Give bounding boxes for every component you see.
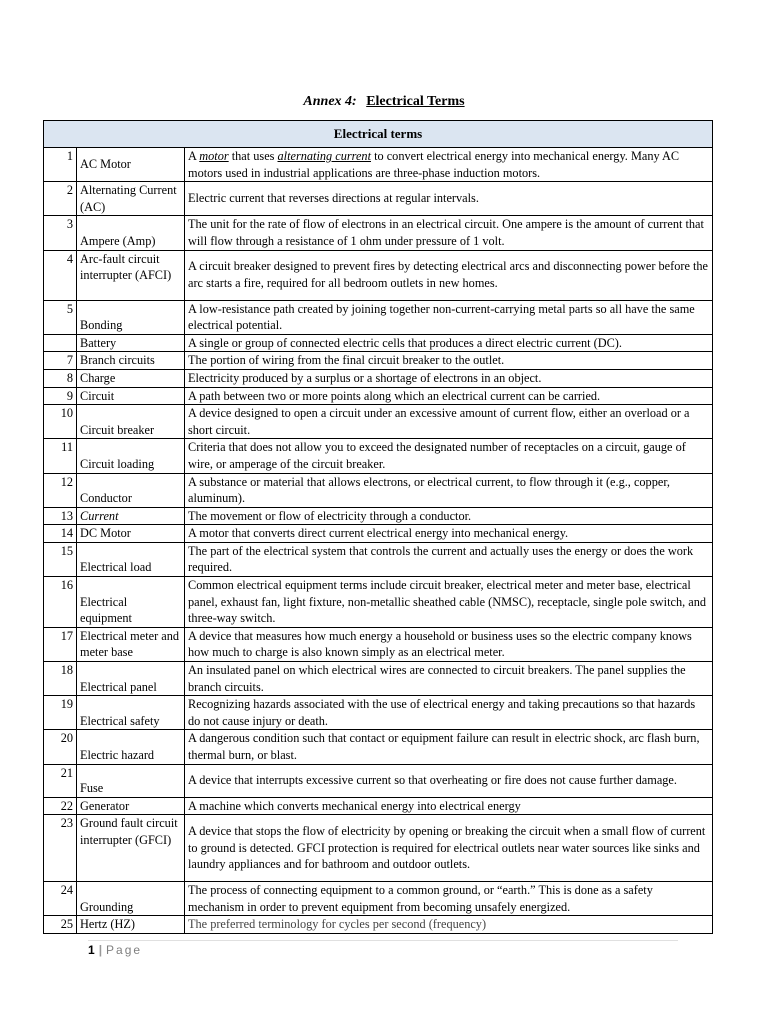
page-title bbox=[0, 94, 768, 110]
definition-cell: A machine which converts mechanical energy into electrical energy bbox=[185, 797, 713, 815]
definition-cell: A device that interrupts excessive current so that overheating or fire does not cause further damage. bbox=[185, 764, 713, 797]
table-row bbox=[44, 627, 713, 661]
term-cell: Circuit loading bbox=[77, 439, 185, 473]
definition-text: that uses bbox=[228, 149, 278, 163]
table-row bbox=[44, 250, 713, 300]
table-header: Electrical terms bbox=[44, 121, 713, 148]
row-number: 13 bbox=[44, 507, 77, 525]
row-number: 22 bbox=[44, 797, 77, 815]
row-number: 24 bbox=[44, 882, 77, 916]
row-number: 14 bbox=[44, 525, 77, 543]
table-row bbox=[44, 730, 713, 764]
table-row bbox=[44, 405, 713, 439]
definition-cell: The part of the electrical system that controls the current and actually uses the energy or does the work required. bbox=[185, 542, 713, 576]
table-row bbox=[44, 473, 713, 507]
definition-cell: Electric current that reverses directions at regular intervals. bbox=[185, 182, 713, 216]
definition-cell: A substance or material that allows electrons, or electrical current, to flow through it (e.g., copper, aluminum). bbox=[185, 473, 713, 507]
term-cell: DC Motor bbox=[77, 525, 185, 543]
table-row bbox=[44, 542, 713, 576]
table-row bbox=[44, 182, 713, 216]
page-footer bbox=[88, 943, 142, 957]
definition-cell: The process of connecting equipment to a common ground, or “earth.” This is done as a safety mechanism in order to prevent equipment from becoming unsafely energized. bbox=[185, 882, 713, 916]
row-number: 3 bbox=[44, 216, 77, 250]
table-row bbox=[44, 797, 713, 815]
definition-cell: An insulated panel on which electrical wires are connected to circuit breakers. The panel supplies the branch circuits. bbox=[185, 662, 713, 696]
table-row bbox=[44, 439, 713, 473]
row-number: 12 bbox=[44, 473, 77, 507]
term-cell: Electrical panel bbox=[77, 662, 185, 696]
row-number: 19 bbox=[44, 696, 77, 730]
row-number: 20 bbox=[44, 730, 77, 764]
definition-cell: A motor that converts direct current electrical energy into mechanical energy. bbox=[185, 525, 713, 543]
table-header-row bbox=[44, 121, 713, 148]
row-number: 23 bbox=[44, 815, 77, 882]
row-number: 9 bbox=[44, 387, 77, 405]
table-row bbox=[44, 815, 713, 882]
definition-cell: A circuit breaker designed to prevent fires by detecting electrical arcs and disconnecting power before the arc starts a fire, required for all bedroom outlets in new homes. bbox=[185, 250, 713, 300]
term-cell: Electrical meter and meter base bbox=[77, 627, 185, 661]
row-number: 15 bbox=[44, 542, 77, 576]
definition-cell: The unit for the rate of flow of electrons in an electrical circuit. One ampere is the amount of current that will flow through a resistance of 1 ohm under pressure of 1 volt. bbox=[185, 216, 713, 250]
definition-cell: The portion of wiring from the final circuit breaker to the outlet. bbox=[185, 352, 713, 370]
table-row bbox=[44, 882, 713, 916]
table-row bbox=[44, 764, 713, 797]
table-row bbox=[44, 387, 713, 405]
page-number: 1 bbox=[88, 943, 95, 957]
term-cell: Battery bbox=[77, 334, 185, 352]
title-text: Electrical Terms bbox=[366, 94, 465, 109]
term-cell: Current bbox=[77, 507, 185, 525]
footer-divider bbox=[88, 940, 678, 941]
definition-cell: A single or group of connected electric cells that produces a direct electric current (DC). bbox=[185, 334, 713, 352]
definition-cell: A path between two or more points along which an electrical current can be carried. bbox=[185, 387, 713, 405]
definition-cell bbox=[185, 148, 713, 182]
term-cell: Arc-fault circuit interrupter (AFCI) bbox=[77, 250, 185, 300]
term-cell: Electrical equipment bbox=[77, 577, 185, 628]
definition-cell: A dangerous condition such that contact or equipment failure can result in electric shock, arc flash burn, thermal burn, or blast. bbox=[185, 730, 713, 764]
table-row bbox=[44, 334, 713, 352]
term-cell: Charge bbox=[77, 369, 185, 387]
row-number: 5 bbox=[44, 300, 77, 334]
term-cell: Fuse bbox=[77, 764, 185, 797]
definition-cell: A device that stops the flow of electricity by opening or breaking the circuit when a small flow of current to ground is detected. GFCI protection is required for electrical outlets near water sources like sinks and laundry appliances and for bathroom and outdoor outlets. bbox=[185, 815, 713, 882]
row-number: 4 bbox=[44, 250, 77, 300]
table-row bbox=[44, 662, 713, 696]
motor-link[interactable]: motor bbox=[199, 149, 229, 163]
definition-text: to convert electrical energy into mechanical energy. Many AC motors used in industrial applications are three-phase induction motors. bbox=[188, 149, 680, 180]
term-cell: Circuit breaker bbox=[77, 405, 185, 439]
row-number: 10 bbox=[44, 405, 77, 439]
definition-cell: Recognizing hazards associated with the use of electrical energy and taking precautions so that hazards do not cause injury or death. bbox=[185, 696, 713, 730]
definition-cell: The movement or flow of electricity through a conductor. bbox=[185, 507, 713, 525]
term-cell: Conductor bbox=[77, 473, 185, 507]
row-number: 21 bbox=[44, 764, 77, 797]
row-number: 17 bbox=[44, 627, 77, 661]
definition-cell: A device designed to open a circuit under an excessive amount of current flow, either an overload or a short circuit. bbox=[185, 405, 713, 439]
term-cell: Generator bbox=[77, 797, 185, 815]
term-cell: Branch circuits bbox=[77, 352, 185, 370]
row-number: 25 bbox=[44, 916, 77, 934]
table-row bbox=[44, 507, 713, 525]
definition-cell: Electricity produced by a surplus or a shortage of electrons in an object. bbox=[185, 369, 713, 387]
row-number: 7 bbox=[44, 352, 77, 370]
term-cell: Bonding bbox=[77, 300, 185, 334]
table-row bbox=[44, 148, 713, 182]
footer-separator: | bbox=[98, 943, 103, 957]
table-row bbox=[44, 300, 713, 334]
definition-cell: Common electrical equipment terms include circuit breaker, electrical meter and meter base, electrical panel, exhaust fan, light fixture, non-metallic sheathed cable (NMSC), receptacle, single pole switch, and three-way switch. bbox=[185, 577, 713, 628]
annex-label: Annex 4: bbox=[303, 94, 357, 109]
term-cell: Electrical load bbox=[77, 542, 185, 576]
table-row bbox=[44, 525, 713, 543]
definition-cell: The preferred terminology for cycles per second (frequency) bbox=[185, 916, 713, 934]
term-cell: Circuit bbox=[77, 387, 185, 405]
row-number: 16 bbox=[44, 577, 77, 628]
definition-cell: Criteria that does not allow you to exceed the designated number of receptacles on a circuit, gauge of wire, or amperage of the circuit breaker. bbox=[185, 439, 713, 473]
definition-cell: A device that measures how much energy a household or business uses so the electric company knows how much to charge is also known simply as an electrical meter. bbox=[185, 627, 713, 661]
row-number bbox=[44, 334, 77, 352]
table-row bbox=[44, 369, 713, 387]
row-number: 1 bbox=[44, 148, 77, 182]
term-cell: Alternating Current (AC) bbox=[77, 182, 185, 216]
page-label: Page bbox=[106, 943, 143, 957]
row-number: 11 bbox=[44, 439, 77, 473]
term-cell: AC Motor bbox=[77, 148, 185, 182]
alternating-current-link[interactable]: alternating current bbox=[277, 149, 371, 163]
term-cell: Ampere (Amp) bbox=[77, 216, 185, 250]
electrical-terms-table bbox=[43, 120, 713, 934]
table-row bbox=[44, 696, 713, 730]
table-row bbox=[44, 577, 713, 628]
table-row bbox=[44, 352, 713, 370]
row-number: 2 bbox=[44, 182, 77, 216]
term-cell: Electrical safety bbox=[77, 696, 185, 730]
definition-cell: A low-resistance path created by joining together non-current-carrying metal parts so all have the same electrical potential. bbox=[185, 300, 713, 334]
table-row bbox=[44, 916, 713, 934]
table-row bbox=[44, 216, 713, 250]
term-cell: Ground fault circuit interrupter (GFCI) bbox=[77, 815, 185, 882]
term-cell: Grounding bbox=[77, 882, 185, 916]
row-number: 18 bbox=[44, 662, 77, 696]
term-cell: Hertz (HZ) bbox=[77, 916, 185, 934]
row-number: 8 bbox=[44, 369, 77, 387]
term-cell: Electric hazard bbox=[77, 730, 185, 764]
definition-text: A bbox=[188, 149, 200, 163]
